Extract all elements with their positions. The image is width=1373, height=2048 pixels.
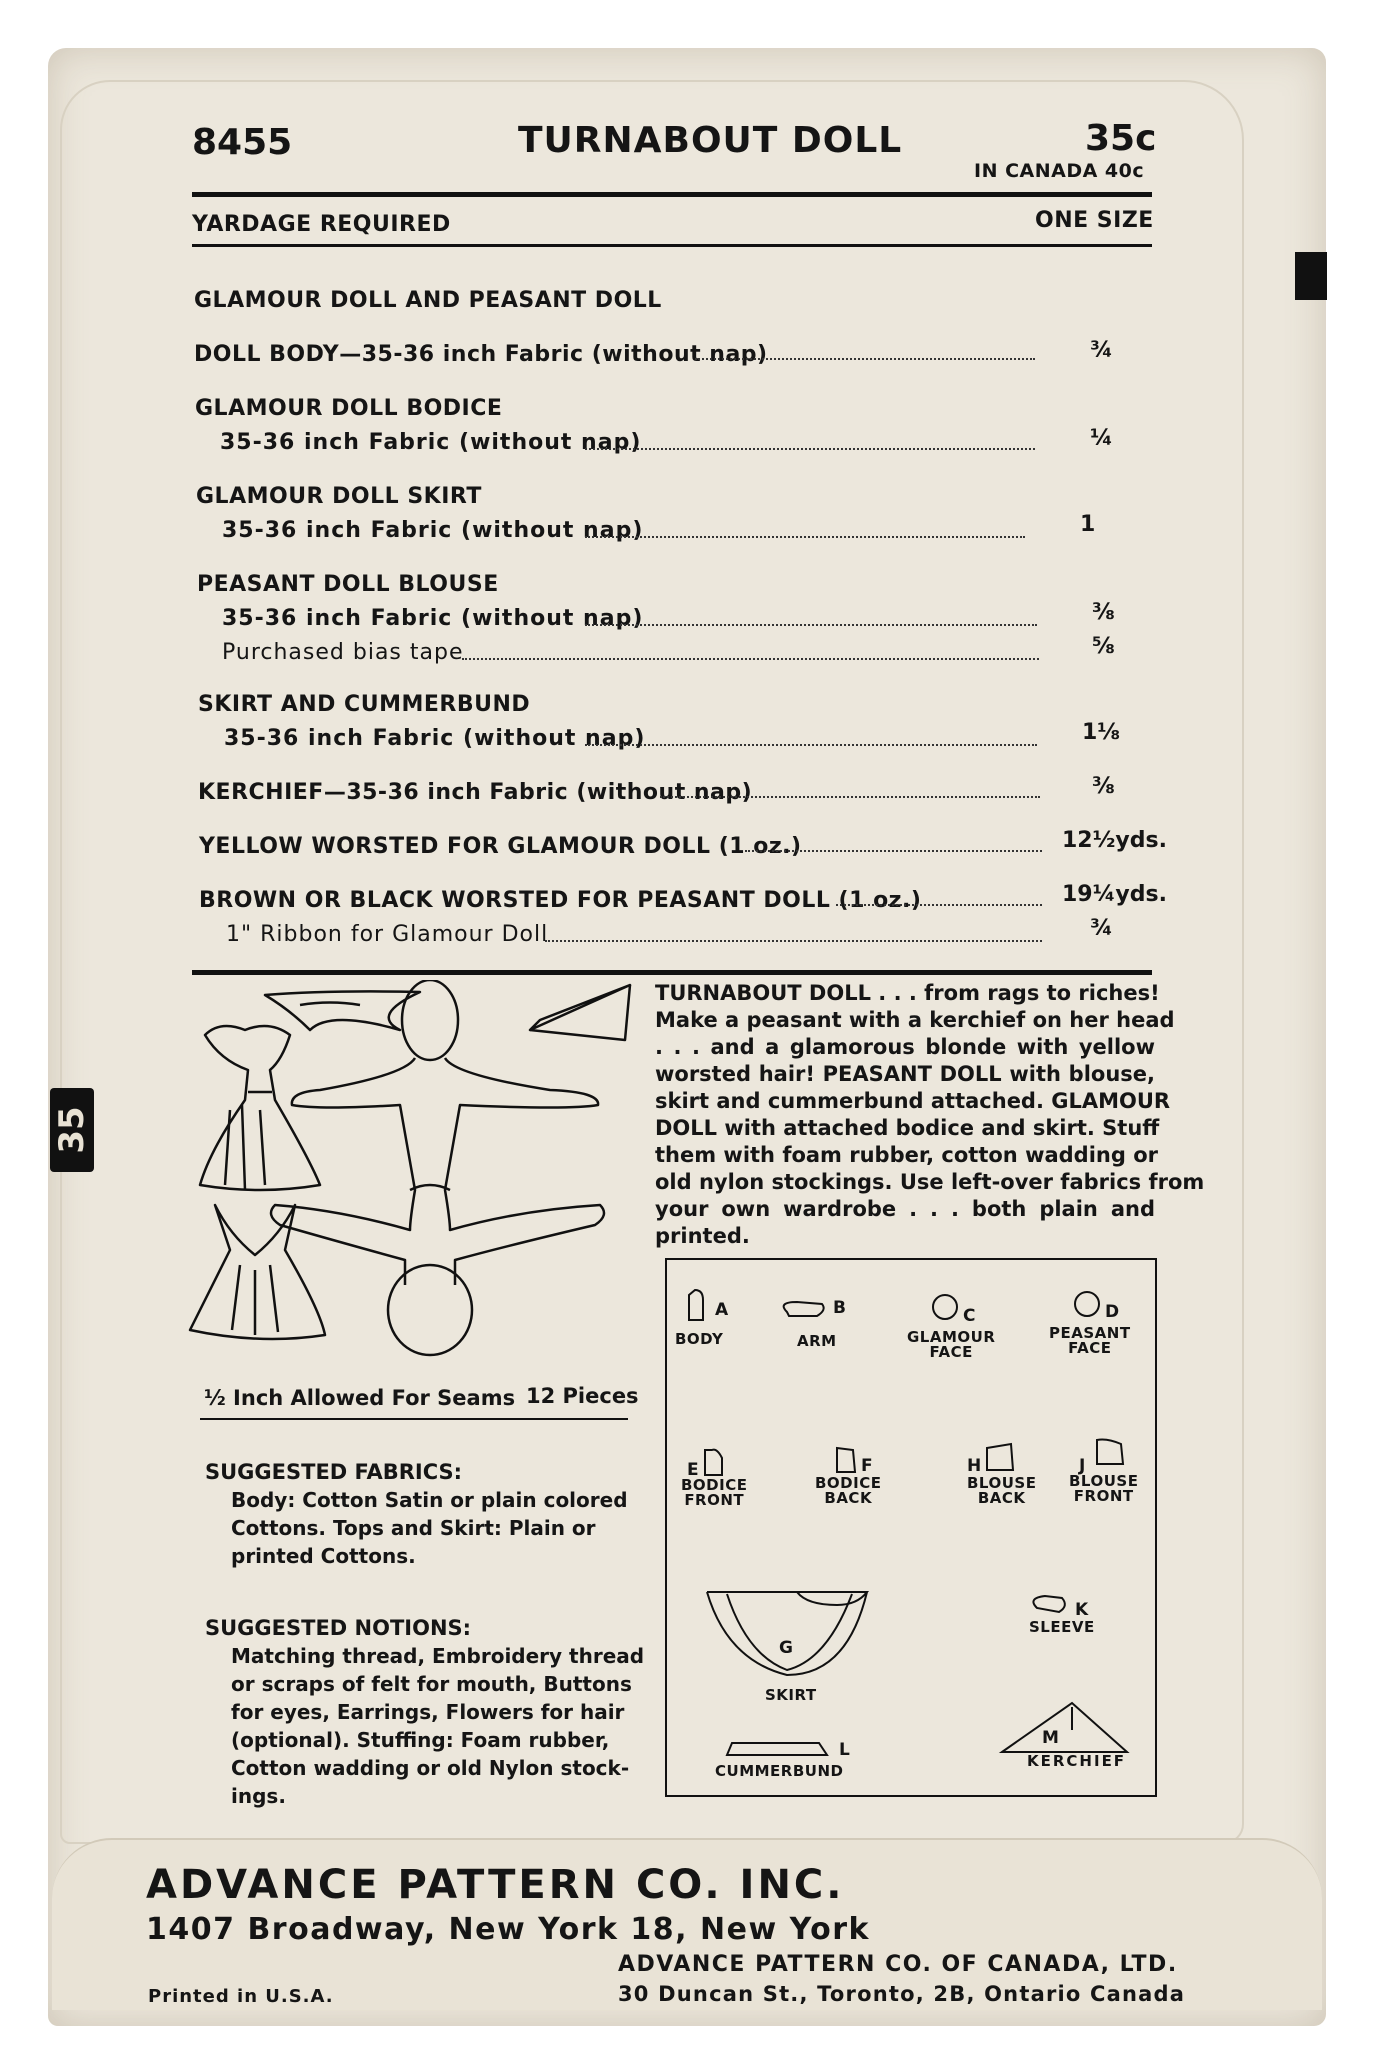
skirt-fabric: 35-36 inch Fabric (without nap) — [222, 518, 644, 543]
price: 35c — [1085, 118, 1157, 159]
piece-j-name-1: BLOUSE — [1069, 1472, 1139, 1490]
piece-c-name-2: FACE — [929, 1343, 973, 1361]
leader-dots — [836, 904, 1042, 906]
printed-in: Printed in U.S.A. — [148, 1986, 334, 2007]
leader-dots — [462, 658, 1039, 660]
cummerbund-fabric: 35-36 inch Fabric (without nap) — [224, 726, 646, 751]
yardage-rule — [192, 244, 1152, 247]
description-line: DOLL with attached bodice and skirt. Stuff — [655, 1116, 1160, 1140]
section-rule — [192, 970, 1152, 975]
piece-h-name — [967, 1476, 1036, 1506]
cummerbund-title: SKIRT AND CUMMERBUND — [198, 692, 531, 717]
piece-count: 12 Pieces — [526, 1384, 639, 1408]
piece-d-letter: D — [1105, 1302, 1120, 1322]
leader-dots — [585, 744, 1037, 746]
group-title: GLAMOUR DOLL AND PEASANT DOLL — [194, 288, 662, 313]
description-line: printed. — [655, 1224, 750, 1248]
leader-dots — [660, 796, 1040, 798]
ribbon-label: 1" Ribbon for Glamour Doll — [226, 922, 549, 947]
piece-h-name-1: BLOUSE — [967, 1474, 1037, 1492]
company-address: 1407 Broadway, New York 18, New York — [146, 1912, 870, 1947]
seam-allowance: ½ Inch Allowed For Seams — [204, 1386, 516, 1410]
piece-f-letter: F — [861, 1456, 873, 1476]
notions-line: or scraps of felt for mouth, Buttons — [231, 1672, 632, 1696]
blouse-title: PEASANT DOLL BLOUSE — [197, 572, 499, 597]
suggested-fabrics — [205, 1458, 628, 1570]
notions-title: SUGGESTED NOTIONS: — [205, 1616, 472, 1640]
piece-e-letter: E — [687, 1460, 699, 1480]
piece-h-letter: H — [967, 1456, 982, 1476]
notions-line: (optional). Stuffing: Foam rubber, — [231, 1728, 610, 1752]
notions-line: Cotton wadding or old Nylon stock- — [231, 1756, 630, 1780]
bias-tape-qty: ⅝ — [1092, 634, 1115, 659]
piece-a-name: BODY — [675, 1330, 724, 1348]
yellow-worsted-label: YELLOW WORSTED FOR GLAMOUR DOLL (1 oz.) — [199, 834, 802, 859]
piece-j-name — [1069, 1474, 1138, 1504]
piece-c-name-1: GLAMOUR — [907, 1328, 996, 1346]
leader-dots — [585, 536, 1025, 538]
piece-m-letter: M — [1042, 1728, 1059, 1748]
piece-e-name — [681, 1478, 747, 1508]
yellow-worsted-qty: 12½yds. — [1062, 828, 1167, 853]
pattern-pieces-diagram — [665, 1258, 1157, 1797]
piece-g-name: SKIRT — [765, 1686, 817, 1704]
pattern-description — [655, 980, 1205, 1250]
piece-e-name-1: BODICE — [681, 1476, 748, 1494]
fabrics-line: Cottons. Tops and Skirt: Plain or — [231, 1516, 596, 1540]
leader-dots — [585, 624, 1037, 626]
piece-a-letter: A — [715, 1300, 729, 1320]
piece-d-name-2: FACE — [1068, 1339, 1112, 1357]
piece-d-name-1: PEASANT — [1049, 1324, 1131, 1342]
piece-l-letter: L — [839, 1740, 850, 1760]
notions-line: ings. — [231, 1784, 286, 1808]
piece-c-letter: C — [963, 1306, 976, 1326]
doll-body-qty: ¾ — [1090, 338, 1113, 363]
canada-address: 30 Duncan St., Toronto, 2B, Ontario Canada — [618, 1982, 1186, 2006]
yardage-heading: YARDAGE REQUIRED — [192, 212, 451, 237]
piece-b-letter: B — [833, 1298, 846, 1318]
skirt-qty: 1 — [1080, 512, 1096, 537]
kerchief-qty: ⅜ — [1092, 774, 1115, 799]
piece-g-letter: G — [779, 1638, 793, 1658]
side-tab — [50, 1088, 94, 1172]
blouse-qty: ⅜ — [1092, 600, 1115, 625]
side-tab-label: 35 — [52, 1106, 92, 1154]
piece-c-name — [907, 1330, 995, 1360]
description-line: skirt and cummerbund attached. GLAMOUR — [655, 1089, 1171, 1113]
leader-dots — [545, 940, 1042, 942]
fabrics-line: Body: Cotton Satin or plain colored — [231, 1488, 628, 1512]
seams-rule — [200, 1418, 628, 1420]
suggested-notions — [205, 1614, 644, 1810]
piece-k-name: SLEEVE — [1029, 1618, 1095, 1636]
piece-d-name — [1049, 1326, 1131, 1356]
canada-price: IN CANADA 40c — [974, 160, 1145, 182]
skirt-title: GLAMOUR DOLL SKIRT — [196, 484, 482, 509]
notions-line: for eyes, Earrings, Flowers for hair — [231, 1700, 625, 1724]
description-line: TURNABOUT DOLL . . . from rags to riches! — [655, 981, 1160, 1005]
bias-tape-label: Purchased bias tape — [222, 640, 464, 665]
piece-j-name-2: FRONT — [1073, 1487, 1134, 1505]
piece-j-letter: J — [1079, 1456, 1086, 1476]
piece-e-name-2: FRONT — [684, 1491, 745, 1509]
piece-k-letter: K — [1075, 1600, 1089, 1620]
company-name: ADVANCE PATTERN CO. INC. — [146, 1862, 845, 1908]
canada-company: ADVANCE PATTERN CO. OF CANADA, LTD. — [618, 1952, 1178, 1977]
fabrics-title: SUGGESTED FABRICS: — [205, 1460, 463, 1484]
piece-b-name: ARM — [797, 1332, 837, 1350]
description-line: worsted hair! PEASANT DOLL with blouse, — [655, 1062, 1155, 1086]
cummerbund-qty: 1⅛ — [1082, 720, 1121, 745]
header-rule — [192, 192, 1152, 197]
pattern-number: 8455 — [192, 122, 293, 163]
notions-line: Matching thread, Embroidery thread — [231, 1644, 645, 1668]
fabrics-line: printed Cottons. — [231, 1544, 416, 1568]
doll-body-label: DOLL BODY—35-36 inch Fabric (without nap) — [194, 342, 768, 367]
doll-illustration — [170, 980, 650, 1380]
kerchief-label: KERCHIEF—35-36 inch Fabric (without nap) — [198, 780, 753, 805]
piece-f-name-1: BODICE — [815, 1474, 882, 1492]
bodice-title: GLAMOUR DOLL BODICE — [195, 396, 503, 421]
piece-m-name: KERCHIEF — [1027, 1752, 1127, 1770]
size-heading: ONE SIZE — [1035, 208, 1154, 233]
description-line: old nylon stockings. Use left-over fabrics from — [655, 1170, 1205, 1194]
leader-dots — [695, 358, 1035, 360]
ribbon-qty: ¾ — [1090, 916, 1113, 941]
leader-dots — [585, 448, 1035, 450]
page-title: TURNABOUT DOLL — [518, 120, 903, 161]
brown-worsted-label: BROWN OR BLACK WORSTED FOR PEASANT DOLL (1 oz.) — [199, 888, 922, 913]
blouse-fabric: 35-36 inch Fabric (without nap) — [222, 606, 644, 631]
leader-dots — [745, 850, 1042, 852]
brown-worsted-qty: 19¼yds. — [1062, 882, 1167, 907]
piece-h-name-2: BACK — [977, 1489, 1026, 1507]
description-line: . . . and a glamorous blonde with yellow — [655, 1035, 1155, 1059]
description-line: Make a peasant with a kerchief on her head — [655, 1008, 1175, 1032]
bodice-qty: ¼ — [1090, 426, 1113, 451]
description-line: your own wardrobe . . . both plain and — [655, 1197, 1155, 1221]
piece-l-name: CUMMERBUND — [715, 1762, 844, 1780]
description-line: them with foam rubber, cotton wadding or — [655, 1143, 1158, 1167]
edge-marker — [1295, 252, 1327, 300]
piece-f-name-2: BACK — [824, 1489, 873, 1507]
bodice-fabric: 35-36 inch Fabric (without nap) — [220, 430, 642, 455]
piece-f-name — [815, 1476, 881, 1506]
